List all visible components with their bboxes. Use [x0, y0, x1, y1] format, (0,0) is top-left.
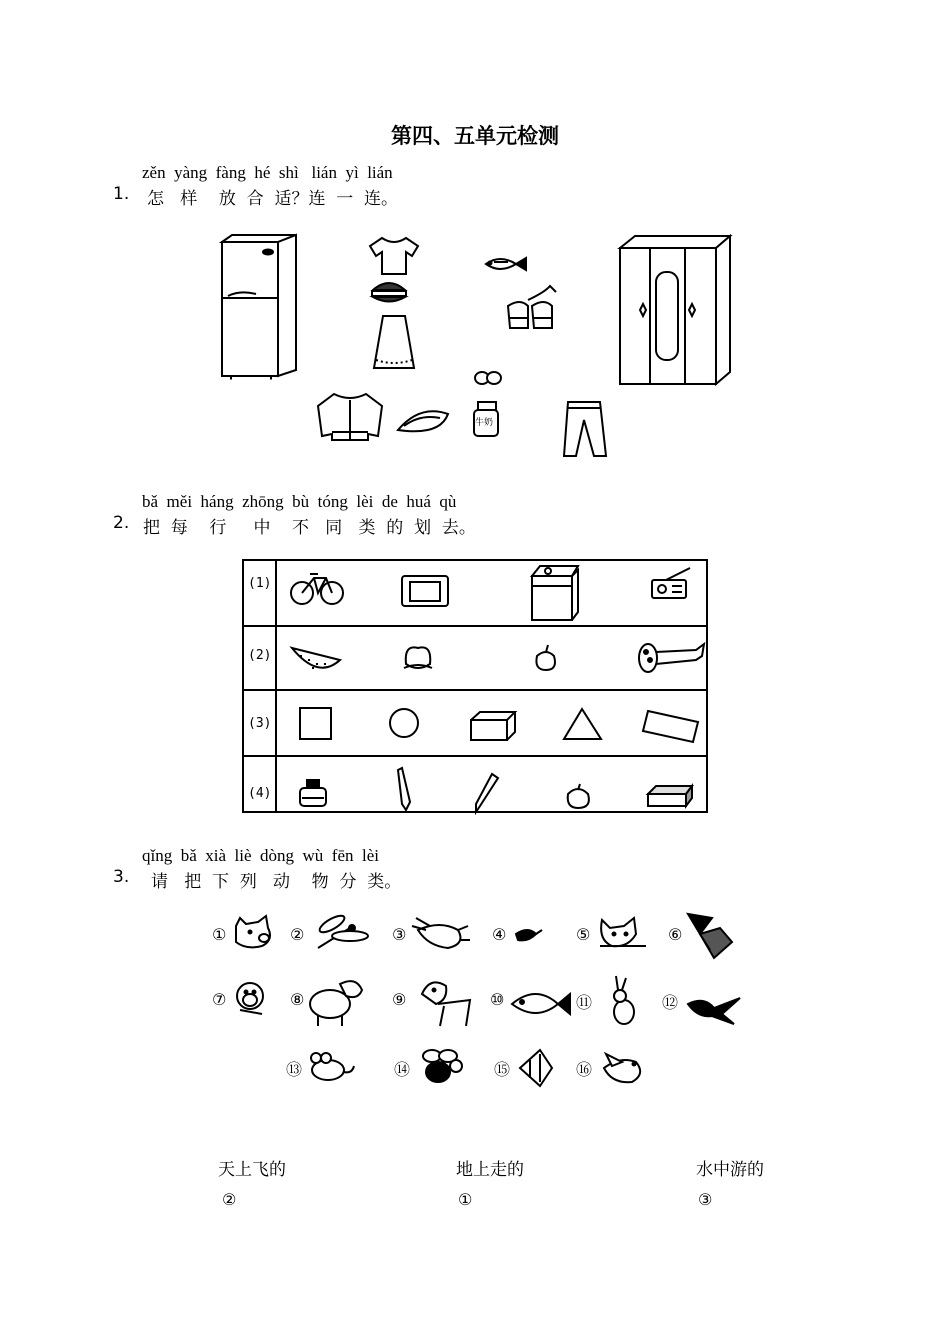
animal-number-4: ④ — [492, 925, 507, 944]
butterfly-icon — [688, 914, 732, 958]
pig-icon — [236, 916, 270, 947]
animal-number-8: ⑧ — [290, 990, 305, 1009]
row-label-4: (4) — [248, 786, 272, 801]
animal-number-11: ⑪ — [576, 993, 593, 1012]
cow-icon — [310, 981, 362, 1026]
group-answer-fly[interactable]: ② — [222, 1190, 237, 1209]
q1-pinyin: zěn yàng fàng hé shì lián yì lián — [142, 163, 393, 182]
animal-number-12: ⑫ — [662, 993, 679, 1012]
q2-number: 2. — [113, 513, 130, 533]
cat-icon — [600, 918, 646, 946]
q3-text: 请 把 下 列 动 物 分 类。 — [151, 872, 402, 892]
bird-icon — [604, 1054, 640, 1082]
q1-text: 怎 样 放 合 适？连 一 连。 — [147, 189, 399, 209]
fish-swimming-icon — [512, 994, 570, 1014]
animal-number-7: ⑦ — [212, 990, 227, 1009]
lobster-icon — [412, 918, 470, 948]
animal-number-9: ⑨ — [392, 990, 407, 1009]
animal-number-14: ⑭ — [394, 1060, 411, 1079]
animal-number-2: ② — [290, 925, 305, 944]
row-label-2: (2) — [248, 648, 272, 663]
animal-number-3: ③ — [392, 925, 407, 944]
group-answer-walk[interactable]: ① — [458, 1190, 473, 1209]
group-label-swim: 水中游的 — [696, 1160, 764, 1180]
animal-number-10: ⑩ — [490, 990, 505, 1009]
q2-text: 把 每 行 中 不 同 类 的 划 去。 — [143, 518, 476, 538]
swallow-icon — [688, 998, 740, 1024]
group-label-walk: 地上走的 — [456, 1160, 524, 1180]
animal-number-16: ⑯ — [576, 1060, 593, 1079]
q1-number: 1. — [113, 184, 130, 204]
row-label-1: (1) — [248, 576, 272, 591]
monkey-icon — [237, 983, 263, 1014]
bee-icon — [423, 1050, 462, 1082]
animal-number-5: ⑤ — [576, 925, 591, 944]
animal-number-1: ① — [212, 925, 227, 944]
page-title: 第四、五单元检测 — [391, 124, 559, 148]
mouse-icon — [311, 1053, 354, 1080]
animal-number-6: ⑥ — [668, 925, 683, 944]
q3-number: 3. — [113, 867, 130, 887]
group-answer-swim[interactable]: ③ — [698, 1190, 713, 1209]
row-label-3: (3) — [248, 716, 272, 731]
rabbit-icon — [614, 976, 634, 1024]
angelfish-icon — [520, 1050, 552, 1086]
animal-number-13: ⑬ — [286, 1060, 303, 1079]
q2-pinyin: bǎ měi háng zhōng bù tóng lèi de huá qù — [142, 492, 457, 511]
shrimp-icon — [516, 930, 542, 940]
group-label-fly: 天上飞的 — [218, 1160, 286, 1180]
milk-label: 牛奶 — [475, 418, 494, 428]
dog-icon — [422, 982, 470, 1026]
animal-number-15: ⑮ — [494, 1060, 511, 1079]
q3-pinyin: qǐng bǎ xià liè dòng wù fēn lèi — [142, 846, 380, 865]
dragonfly-icon — [317, 913, 368, 948]
